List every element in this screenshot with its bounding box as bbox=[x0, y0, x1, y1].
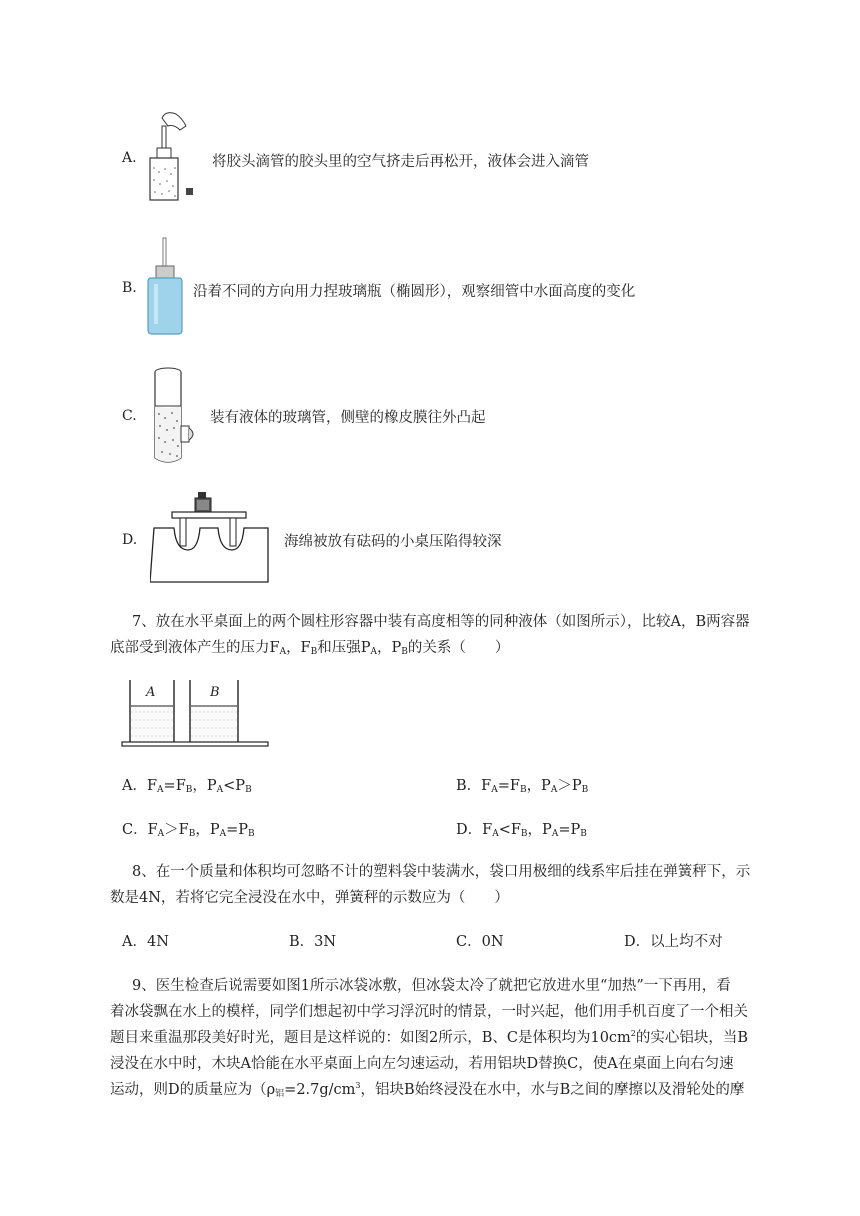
sponge-table-figure bbox=[150, 490, 275, 585]
option-c-text: 装有液体的玻璃管，侧壁的橡皮膜往外凸起 bbox=[210, 410, 486, 426]
q9-line3: 题目来重温那段美好时光，题目是这样说的：如图2所示，B、C是体积均为$10cm^2$的实心铝块，当B bbox=[110, 1029, 749, 1046]
q9-line1: 9、医生检查后说需要如图1所示冰袋冰敷，但冰袋太冷了就把它放进水里“加热”一下再用，看 bbox=[132, 978, 731, 994]
option-a-text: 将胶头滴管的胶头里的空气挤走后再松开，液体会进入滴管 bbox=[212, 154, 589, 170]
q7-option-b: B．$F_A=F_B$，$P_A>P_B$ bbox=[456, 778, 589, 795]
container-a-label: A bbox=[146, 685, 156, 700]
glass-tube-figure bbox=[150, 366, 205, 468]
container-b-label: B bbox=[210, 685, 220, 700]
option-b-text: 沿着不同的方向用力捏玻璃瓶（椭圆形），观察细管中水面高度的变化 bbox=[193, 284, 636, 300]
q8-line2: 数是4N，若将它完全浸没在水中，弹簧秤的示数应为（ ） bbox=[110, 890, 509, 906]
option-b-label: B. bbox=[122, 280, 137, 296]
glass-bottle-figure bbox=[145, 236, 185, 336]
q9-line4: 浸没在水中时，木块A恰能在水平桌面上向左匀速运动，若用铝块D替换C，使A在桌面上向右匀速 bbox=[110, 1056, 734, 1072]
q7-option-a: A．$F_A=F_B$，$P_A<P_B$ bbox=[122, 778, 252, 795]
q8-option-d: D．以上均不对 bbox=[624, 934, 723, 950]
q8-line1: 8、在一个质量和体积均可忽略不计的塑料袋中装满水，袋口用极细的线系牢后挂在弹簧秤下，示 bbox=[132, 864, 751, 880]
q7-line1: 7、放在水平桌面上的两个圆柱形容器中装有高度相等的同种液体（如图所示），比较A，B两容器 bbox=[132, 614, 750, 630]
q9-line2: 着冰袋飘在水上的模样，同学们想起初中学习浮沉时的情景，一时兴起，他们用手机百度了一个相关 bbox=[110, 1004, 748, 1020]
q7-option-c: C．$F_A>F_B$，$P_A=P_B$ bbox=[122, 822, 255, 839]
q9-line5: 运动，则D的质量应为（$\rho_铝=2.7g/cm^3$，铝块B始终浸没在水中，水与B之间的摩擦以及滑轮处的摩 bbox=[110, 1081, 745, 1099]
q8-option-c: C．0N bbox=[456, 934, 504, 950]
option-d-text: 海绵被放有砝码的小桌压陷得较深 bbox=[284, 534, 502, 550]
q7-option-d: D．$F_A<F_B$，$P_A=P_B$ bbox=[456, 822, 587, 839]
q7-line2: 底部受到液体产生的压力$F_A$，$F_B$和压强$P_A$，$P_B$的关系（ ） bbox=[110, 640, 510, 657]
option-d-label: D. bbox=[122, 532, 138, 548]
option-c-label: C. bbox=[122, 408, 137, 424]
q8-option-b: B．3N bbox=[289, 934, 337, 950]
option-a-label: A. bbox=[122, 150, 137, 166]
q8-option-a: A．4N bbox=[122, 934, 169, 950]
containers-figure bbox=[120, 676, 270, 748]
dropper-figure bbox=[140, 108, 200, 206]
